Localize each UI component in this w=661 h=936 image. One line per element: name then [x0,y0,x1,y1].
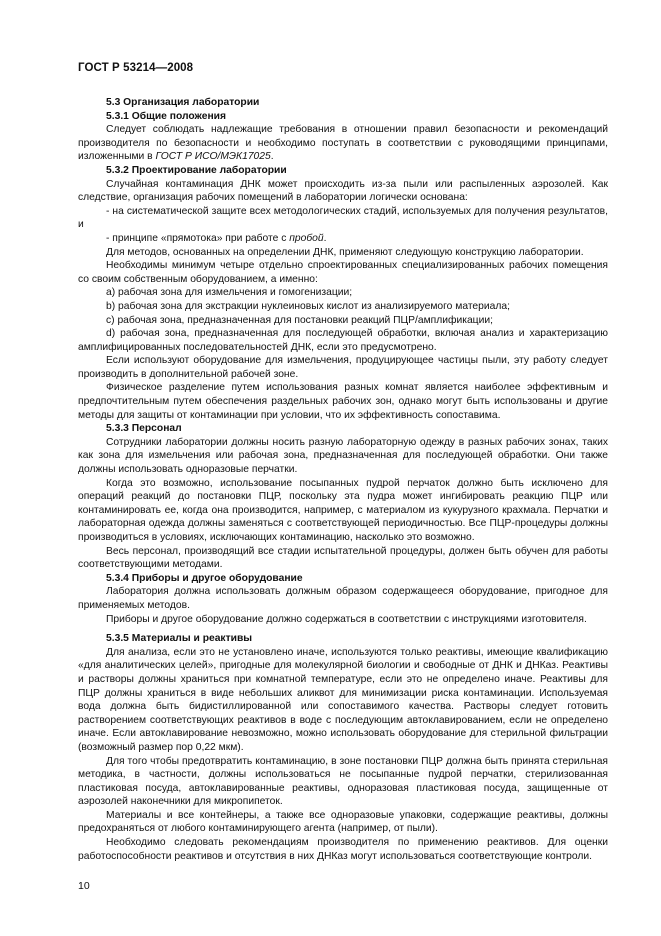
paragraph: Для анализа, если это не установлено иначе, используются только реактивы, имеющие квалификацию «для аналитических целей», пригодные для молекулярной биологии и свободные от ДНК и ДНКаз. Реактивы и растворы должны храниться при комнатной температуре, если это не определено иначе. Реактивы для ПЦР должны храниться в виде небольших аликвот для минимизации риска контаминации. Используемая вода должна быть бидистиллированной или сопоставимого качества. Растворы следует готовить растворением соответствующих реактивов в воде с последующим автоклавированием, если не определено иначе. Если автоклавирование невозможно, можно использовать оборудование для стерильной фильтрации (возможный размер пор 0,22 мкм). [78,646,608,753]
standard-reference: ГОСТ Р ИСО/МЭК17025 [155,151,271,163]
paragraph: Для методов, основанных на определении ДНК, применяют следующую конструкцию лаборатории. [106,246,584,258]
section-5-3-5-heading: 5.3.5 Материалы и реактивы [106,633,253,645]
paragraph: Необходимо следовать рекомендациям производителя по применению реактивов. Для оценки работоспособности реактивов и отсутствия в них ДНКаз могут использоваться соответствующие контроли. [78,837,608,862]
list-item: b) рабочая зона для экстракции нуклеиновых кислот из анализируемого материала; [106,300,510,312]
standard-header: ГОСТ Р 53214—2008 [78,62,194,74]
paragraph: Весь персонал, производящий все стадии испытательной процедуры, должен быть обучен для работы соответствующими методами. [78,545,608,571]
paragraph: Необходимы минимум четыре отдельно спроектированных специализированных рабочих помещения со своим собственным оборудованием, а именно: [78,260,608,285]
list-item: d) рабочая зона, предназначенная для последующей обработки, включая анализ и характеризацию амплифицированных последовательностей ДНК, если это предусмотрено. [78,328,608,353]
paragraph: Когда это возможно, использование посыпанных пудрой перчаток должно быть исключено для операций реакций до постановки ПЦР, поскольку эта пудра может ингибировать реакцию ПЦР или контаминировать ее, когда она производится, например, с материалом из кукурузного крахмала. Перчатки и лабораторная одежда должны заменяться с соответствующей периодичностью. Все ПЦР-процедуры должны производиться в условиях, исключающих контаминацию, насколько это возможно. [78,477,608,543]
paragraph: Лаборатория должна использовать должным образом содержащееся оборудование, пригодное для применяемых методов. [78,586,608,611]
paragraph: Материалы и все контейнеры, а также все одноразовые упаковки, содержащие реактивы, должны предохраняться от любого контаминирующего агента (например, от пыли). [78,809,608,835]
paragraph: Для того чтобы предотвратить контаминацию, в зоне постановки ПЦР должна быть принята стерильная методика, в частности, должны использоваться не посыпанные пудрой перчатки, стерилизованная пластиковая посуда, автоклавированные реактивы, одноразовая пластиковая посуда, защищенные от аэрозолей наконечники для микропипеток. [78,755,608,808]
paragraph: Приборы и другое оборудование должно содержаться в соответствии с инструкциями изготовителя. [106,613,587,625]
section-5-3-2-heading: 5.3.2 Проектирование лаборатории [106,164,287,176]
section-5-3-3-heading: 5.3.3 Персонал [106,423,182,435]
paragraph: Следует соблюдать надлежащие требования в отношении правил безопасности и рекомендаций производителя по безопасности и необходимо поступать в соответствии с руководящими принципами, изложенными в ГОСТ Р ИСО/МЭК17025. [78,124,608,163]
list-item: a) рабочая зона для измельчения и гомогенизации; [106,287,353,299]
paragraph: Сотрудники лаборатории должны носить разную лабораторную одежду в разных рабочих зонах, таких как зона для измельчения или рабочая зона, предназначенная для последующей обработки. Они также должны использовать одноразовые перчатки. [78,436,608,476]
section-5-3-1-heading: 5.3.1 Общие положения [106,110,226,122]
paragraph: Случайная контаминация ДНК может происходить из-за пыли или распыленных аэрозолей. Как следствие, организация рабочих помещений в лаборатории логически основана: [78,178,608,204]
paragraph: Если используют оборудование для измельчения, продуцирующее частицы пыли, эту работу следует производить в дополнительной рабочей зоне. [78,355,608,380]
paragraph: - на систематической защите всех методологических стадий, используемых для получения результатов, и [78,205,608,231]
section-5-3-heading: 5.3 Организация лаборатории [106,97,260,108]
document-body [78,96,608,863]
paragraph: Физическое разделение путем использования разных комнат является наиболее эффективным и предпочтительным путем обеспечения раздельных рабочих зон, однако могут быть использованы и другие методы для защиты от контаминации при условии, что их эффективность сопоставима. [78,382,608,421]
section-5-3-4-heading: 5.3.4 Приборы и другое оборудование [106,572,303,584]
list-item: c) рабочая зона, предназначенная для постановки реакций ПЦР/амплификации; [106,314,493,326]
page-number: 10 [78,880,90,892]
paragraph: - принципе «прямотока» при работе с пробой. [106,232,327,244]
